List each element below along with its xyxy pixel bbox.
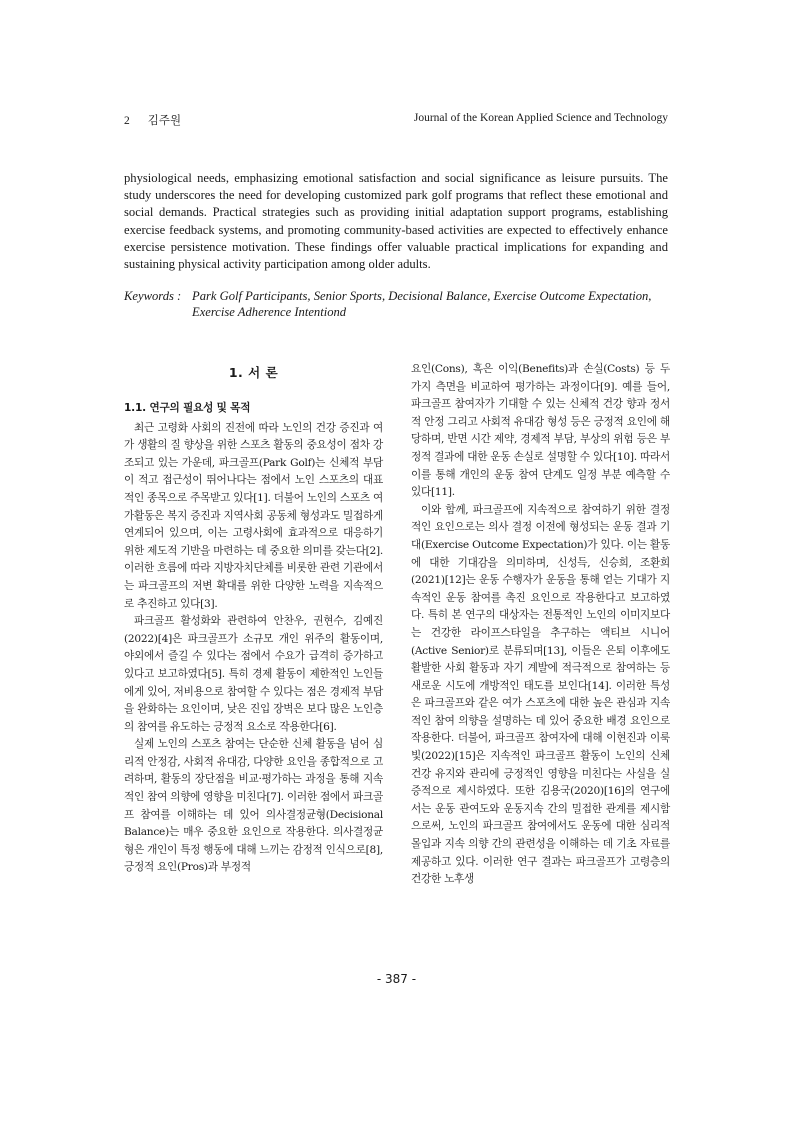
keywords-label: Keywords : [124,289,182,303]
body-column-left [124,362,383,877]
body-column-right [411,361,670,889]
paragraph: 최근 고령화 사회의 진전에 따라 노인의 건강 증진과 여가 생활의 질 향상을 위한 스포츠 활동의 중요성이 점차 강조되고 있는 가운데, 파크골프(Park Golf)는 신체적 부담이 적고 접근성이 뛰어나다는 점에서 노인 스포츠의 대표적인 종목으로 주목받고 있다[1]. 더불어 노인의 스포츠 여가활동은 복지 증진과 지역사회 공동체 형성과도 밀접하게 연계되어 있으며, 이는 고령사회에 효과적으로 대응하기 위한 제도적 기반을 마련하는 데 중요한 의미를 갖는다[2]. 이러한 흐름에 따라 지방자치단체를 비롯한 관련 기관에서는 파크골프의 저변 확대를 위한 다양한 노력을 지속적으로 추진하고 있다[3]. [124,421,383,610]
keywords-line-2: Exercise Adherence Intentiond [192,305,347,319]
header-page-number: 2 [124,115,130,127]
paragraph: 이와 함께, 파크골프에 지속적으로 참여하기 위한 결정적인 요인으로는 의사 결정 이전에 형성되는 운동 결과 기대(Exercise Outcome Expectation)가 있다. 이는 활동에 대한 기대감을 의미하며, 신성득, 신승희, 조환희(2021)[12]는 운동 수행자가 운동을 통해 얻는 기대가 지속적인 운동 참여를 촉진 요인으로 작용한다고 보고하였다. 특히 본 연구의 대상자는 전통적인 노인의 이미지보다는 건강한 라이프스타일을 추구하는 액티브 시니어(Active Senior)로 분류되며[13], 이들은 은퇴 이후에도 활발한 사회 활동과 자기 계발에 적극적으로 참여하는 등 새로운 시도에 개방적인 태도를 보인다[14]. 이러한 특성은 파크골프와 같은 여가 스포츠에 대한 높은 관심과 지속적인 참여 의향을 설명하는 데 있어 중요한 배경 요인으로 작용한다. 더불어, 파크골프 참여자에 대해 이현진과 이룩빛(2022)[15]은 지속적인 파크골프 활동이 노인의 신체 건강 유지와 관리에 긍정적인 영향을 미친다는 사실을 실증적으로 제시하였다. 또한 김용국(2020)[16]의 연구에서는 운동 관여도와 운동지속 간의 밀접한 관계를 제시함으로써, 노인의 파크골프 참여에서도 운동에 대한 심리적 몰입과 지속 의향 간의 관련성을 이해하는 데 기초 자료를 제공하고 있다. 이러한 연구 결과는 파크골프가 고령층의 건강한 노후생 [411,503,670,886]
keywords [124,288,668,320]
header-author: 김주원 [147,115,182,127]
keywords-line-1: Park Golf Participants, Senior Sports, Decisional Balance, Exercise Outcome Expectation, [192,289,652,303]
header-journal-title: Journal of the Korean Applied Science and Technology [413,112,668,124]
subsection-title: 1.1. 연구의 필요성 및 목적 [124,402,251,414]
abstract-continuation: physiological needs, emphasizing emotional satisfaction and social significance as leisure pursuits. The study underscores the need for developing customized park golf programs that reflect these emotional and social demands. Practical strategies such as providing initial adaptation support programs, establishing exercise feedback systems, and promoting community-based activities are expected to effectively enhance exercise persistence motivation. These findings offer valuable practical implications for expanding and sustaining physical activity participation among older adults. [124,171,668,272]
running-header [124,112,668,128]
footer-page-number: - 387 - [376,972,417,986]
paragraph: 파크골프 활성화와 관련하여 안찬우, 권현수, 김예진(2022)[4]은 파크골프가 소규모 개인 위주의 활동이며, 야외에서 즐길 수 있다는 점에서 수요가 급격히 증가하고 있다고 보고하였다[5]. 특히 경제 활동이 제한적인 노인들에게 있어, 저비용으로 참여할 수 있다는 점은 경제적 부담을 완화하는 요인이며, 낮은 진입 장벽은 보다 많은 노인층의 참여를 유도하는 긍정적 요소로 작용한다[6]. [124,615,383,733]
running-header-left [124,112,181,128]
paragraph: 요인(Cons), 혹은 이익(Benefits)과 손실(Costs) 등 두 가지 측면을 비교하여 평가하는 과정이다[9]. 예를 들어, 파크골프 참여자가 기대할 수 있는 신체적 건강 향과 정서적 안정 그리고 사회적 유대감 형성 등은 긍정적 요인에 해당하며, 반면 시간 제약, 경제적 부담, 부상의 위험 등은 부정적 결과에 대한 운동 손실로 설명할 수 있다[10]. 따라서 이를 통해 개인의 운동 참여 단계도 일정 부분 예측할 수 있다[11]. [411,363,670,499]
section-title: 1. 서 론 [228,365,279,380]
paragraph: 실제 노인의 스포츠 참여는 단순한 신체 활동을 넘어 심리적 안정감, 사회적 유대감, 다양한 요인을 종합적으로 고려하며, 활동의 장단점을 비교·평가하는 과정을 통해 지속적인 참여 의향에 영향을 미친다[7]. 이러한 점에서 파크골프 참여를 이해하는 데 있어 의사결정균형(Decisional Balance)는 매우 중요한 요인으로 작용한다. 의사결정균형은 개인이 특정 행동에 대해 느끼는 감정적 인식으로[8], 긍정적 요인(Pros)과 부정적 [124,738,383,874]
